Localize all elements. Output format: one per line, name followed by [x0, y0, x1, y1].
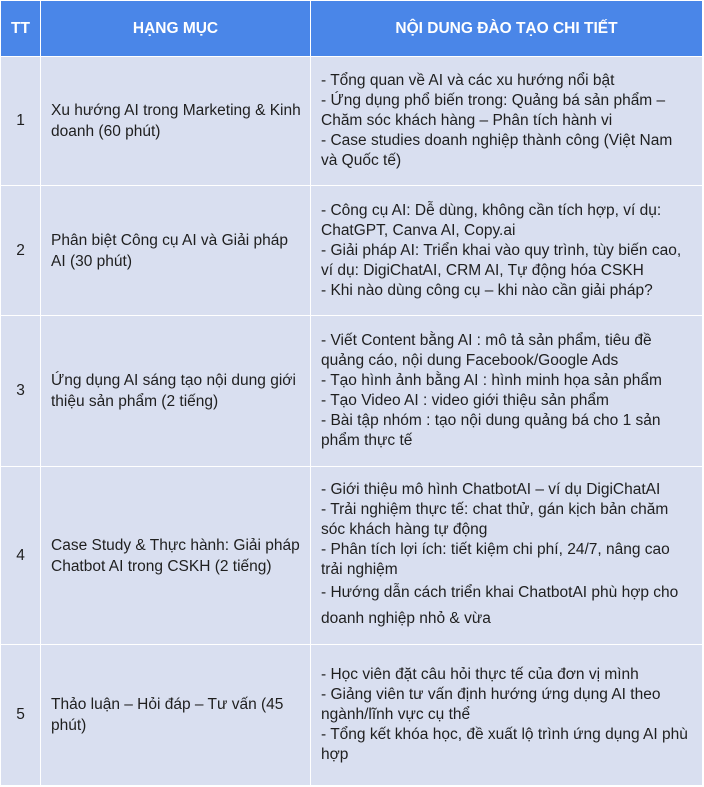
content-line: - Giải pháp AI: Triển khai vào quy trình, tùy biến cao, ví dụ: DigiChatAI, CRM AI, Tự động hóa CSKH	[321, 241, 682, 279]
row-content	[311, 645, 703, 786]
content-line: - Tổng quan về AI và các xu hướng nổi bật	[321, 72, 615, 89]
row-content	[311, 57, 703, 186]
content-line: - Giảng viên tư vấn định hướng ứng dụng AI theo ngành/lĩnh vực cụ thể	[321, 686, 661, 723]
content-line: - Hướng dẫn cách triển khai ChatbotAI phù hợp cho doanh nghiệp nhỏ & vừa	[321, 583, 679, 627]
content-line: - Case studies doanh nghiệp thành công (Việt Nam và Quốc tế)	[321, 132, 673, 169]
content-line: - Tạo Video AI : video giới thiệu sản phẩm	[321, 392, 609, 409]
row-content	[311, 316, 703, 467]
row-category: Ứng dụng AI sáng tạo nội dung giới thiệu sản phẩm (2 tiếng)	[41, 316, 311, 467]
row-category: Case Study & Thực hành: Giải pháp Chatbot AI trong CSKH (2 tiếng)	[41, 467, 311, 645]
table-row	[1, 316, 703, 467]
row-category: Phân biệt Công cụ AI và Giải pháp AI (30 phút)	[41, 186, 311, 316]
content-line: - Trải nghiệm thực tế: chat thử, gán kịch bản chăm sóc khách hàng tự động	[321, 500, 669, 538]
content-line: - Giới thiệu mô hình ChatbotAI – ví dụ DigiChatAI	[321, 480, 661, 498]
content-line: - Khi nào dùng công cụ – khi nào cần giải pháp?	[321, 281, 653, 299]
header-tt: TT	[1, 1, 41, 57]
row-number: 4	[1, 467, 41, 645]
table-row	[1, 467, 703, 645]
row-number: 5	[1, 645, 41, 786]
row-number: 1	[1, 57, 41, 186]
header-row	[1, 1, 703, 57]
content-line: - Công cụ AI: Dễ dùng, không cần tích hợp, ví dụ: ChatGPT, Canva AI, Copy.ai	[321, 201, 662, 239]
row-category: Thảo luận – Hỏi đáp – Tư vấn (45 phút)	[41, 645, 311, 786]
table-row	[1, 645, 703, 786]
table-row	[1, 186, 703, 316]
content-line: - Bài tập nhóm : tạo nội dung quảng bá cho 1 sản phẩm thực tế	[321, 412, 661, 449]
row-content	[311, 186, 703, 316]
content-line: - Tạo hình ảnh bằng AI : hình minh họa sản phẩm	[321, 372, 662, 389]
table-row	[1, 57, 703, 186]
content-line: - Phân tích lợi ích: tiết kiệm chi phí, 24/7, nâng cao trải nghiệm	[321, 540, 670, 578]
row-number: 3	[1, 316, 41, 467]
content-line: - Học viên đặt câu hỏi thực tế của đơn vị mình	[321, 666, 639, 683]
row-category: Xu hướng AI trong Marketing & Kinh doanh (60 phút)	[41, 57, 311, 186]
header-category: HẠNG MỤC	[41, 1, 311, 57]
content-line: - Ứng dụng phổ biến trong: Quảng bá sản phẩm – Chăm sóc khách hàng – Phân tích hành vi	[321, 92, 666, 129]
content-line: - Tổng kết khóa học, đề xuất lộ trình ứng dụng AI phù hợp	[321, 726, 688, 763]
row-content	[311, 467, 703, 645]
header-content: NỘI DUNG ĐÀO TẠO CHI TIẾT	[311, 1, 703, 57]
row-number: 2	[1, 186, 41, 316]
content-line: - Viết Content bằng AI : mô tả sản phẩm, tiêu đề quảng cáo, nội dung Facebook/Google Ads	[321, 332, 652, 369]
